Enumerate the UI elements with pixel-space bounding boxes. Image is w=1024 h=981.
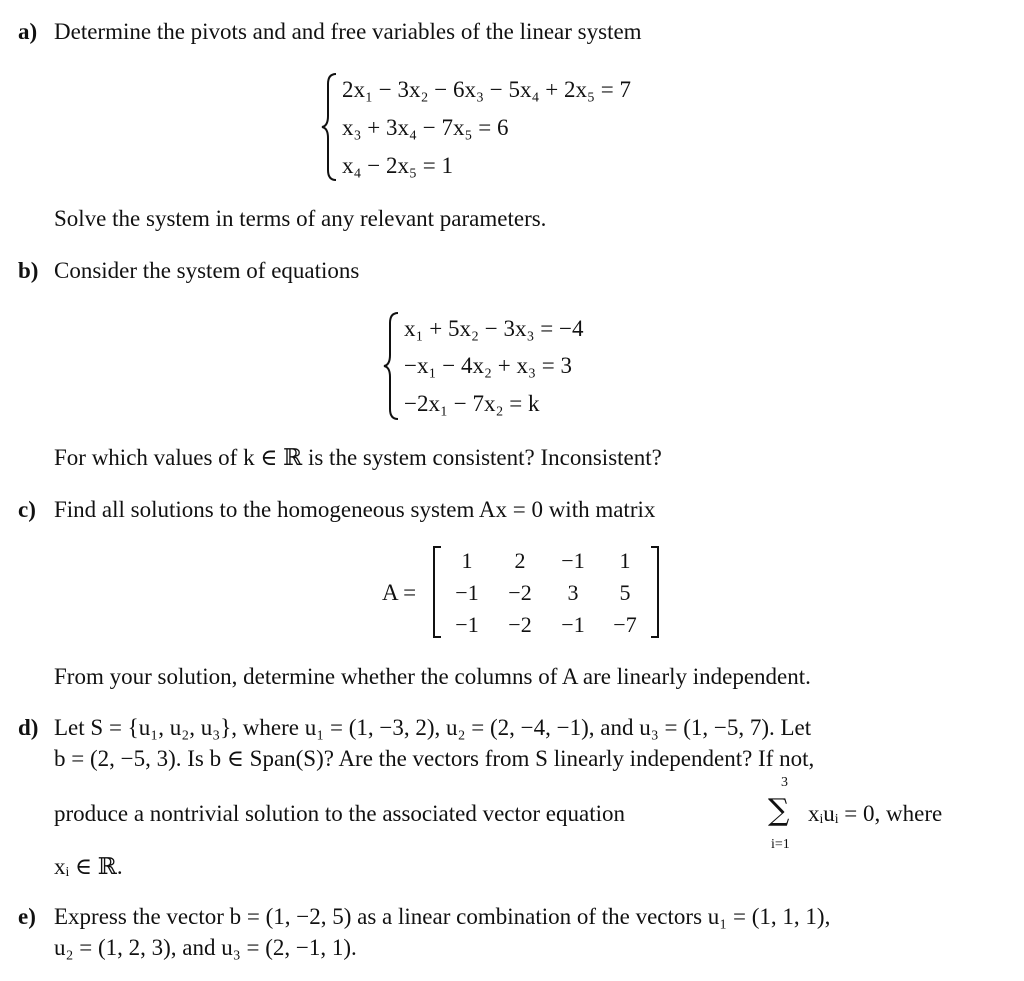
- sum-lower-limit: i=1: [771, 837, 790, 852]
- matrix-cell: −1: [561, 548, 585, 573]
- part-d-line-4: xᵢ ∈ ℝ.: [54, 854, 123, 879]
- part-b-question: For which values of k ∈ ℝ is the system consistent? Inconsistent?: [54, 445, 662, 470]
- part-b-intro: Consider the system of equations: [54, 258, 360, 283]
- matrix-cell: −2: [508, 580, 532, 605]
- part-e-line-1: Express the vector b = (1, −2, 5) as a linear combination of the vectors u₁ = (1, 1, 1),: [54, 904, 831, 929]
- matrix-cell: −1: [455, 612, 479, 637]
- matrix-lhs: A =: [382, 580, 417, 605]
- matrix-cell: −1: [455, 580, 479, 605]
- part-a-intro: Determine the pivots and and free variables of the linear system: [54, 19, 642, 44]
- part-b-brace: [382, 311, 402, 421]
- matrix-cell: 1: [619, 548, 631, 573]
- part-a-label: a): [18, 19, 38, 44]
- part-d-line-2: b = (2, −5, 3). Is b ∈ Span(S)? Are the vectors from S linearly independent? If not,: [54, 746, 815, 771]
- sum-upper-limit: 3: [781, 775, 788, 790]
- matrix-cell: −7: [613, 612, 637, 637]
- part-a-eq-3: x₄ − 2x₅ = 1: [342, 153, 453, 178]
- part-b-eq-2: −x₁ − 4x₂ + x₃ = 3: [404, 353, 572, 378]
- matrix-cell: 1: [461, 548, 473, 573]
- part-a-brace: [320, 72, 340, 182]
- part-d-label: d): [18, 715, 39, 740]
- part-e-label: e): [18, 904, 36, 929]
- part-c-label: c): [18, 497, 36, 522]
- matrix-left-bracket: [432, 546, 442, 638]
- part-b-eq-3: −2x₁ − 7x₂ = k: [404, 391, 540, 416]
- matrix-cell: −2: [508, 612, 532, 637]
- part-e-line-2: u₂ = (1, 2, 3), and u₃ = (2, −1, 1).: [54, 935, 357, 960]
- part-c-intro: Find all solutions to the homogeneous system Ax = 0 with matrix: [54, 497, 656, 522]
- matrix-cell: 5: [619, 580, 631, 605]
- matrix-cell: 2: [514, 548, 526, 573]
- part-b-eq-1: x₁ + 5x₂ − 3x₃ = −4: [404, 316, 584, 341]
- matrix-cell: −1: [561, 612, 585, 637]
- part-d-line-1: Let S = {u₁, u₂, u₃}, where u₁ = (1, −3, 2), u₂ = (2, −4, −1), and u₃ = (1, −5, 7). Let: [54, 715, 812, 740]
- part-a-followup: Solve the system in terms of any relevant parameters.: [54, 206, 547, 231]
- part-d-line-3: produce a nontrivial solution to the associated vector equation: [54, 801, 626, 826]
- sum-body: xᵢuᵢ = 0, where: [808, 801, 943, 826]
- part-c-followup: From your solution, determine whether the columns of A are linearly independent.: [54, 664, 811, 689]
- matrix-cell: 3: [567, 580, 579, 605]
- part-a-eq-2: x₃ + 3x₄ − 7x₅ = 6: [342, 115, 509, 140]
- summation-symbol: ∑: [768, 793, 790, 828]
- part-b-label: b): [18, 258, 39, 283]
- part-a-eq-1: 2x₁ − 3x₂ − 6x₃ − 5x₄ + 2x₅ = 7: [342, 77, 631, 102]
- matrix-right-bracket: [650, 546, 660, 638]
